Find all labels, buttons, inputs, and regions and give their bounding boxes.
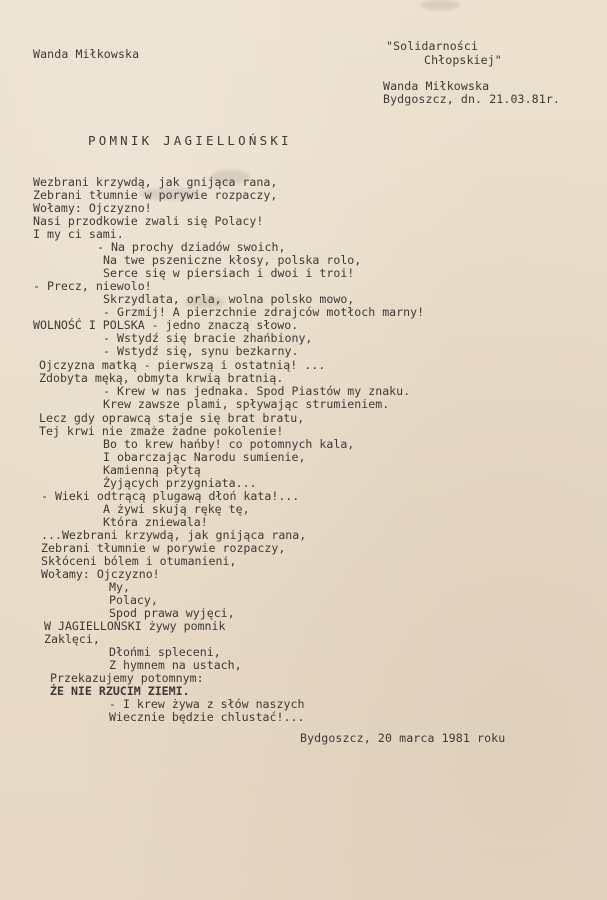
- poem-line: - Wstydź się bracie zhańbiony,: [103, 331, 313, 345]
- poem-line: Wiecznie będzie chlustać!...: [109, 710, 305, 724]
- header-place-date: Bydgoszcz, dn. 21.03.81r.: [383, 92, 561, 106]
- poem-line: Skrzydlata, orla, wolna polsko mowo,: [103, 292, 355, 306]
- poem-line: Zebrani tłumnie w porywie rozpaczy,: [33, 188, 278, 202]
- poem-line: Tej krwi nie zmaże żadne pokolenie!: [39, 424, 284, 438]
- poem-line: Lecz gdy oprawcą staje się brat bratu,: [39, 411, 305, 425]
- poem-line: - Precz, niewolo!: [33, 279, 152, 293]
- poem-line: - I krew żywa z słów naszych: [109, 697, 305, 711]
- poem-line: Zdobyta męką, obmyta krwią bratnią.: [39, 371, 284, 385]
- publication-name-line2: Chłopskiej": [424, 53, 502, 67]
- poem-line: Dłońmi spleceni,: [109, 645, 221, 659]
- ink-smudge: [420, 0, 460, 10]
- poem-line: I obarczając Narodu sumienie,: [103, 450, 306, 464]
- publication-name-line1: "Solidarności: [386, 39, 479, 53]
- poem-line: - Wieki odtrącą plugawą dłoń kata!...: [41, 489, 300, 503]
- poem-line: Wołamy: Ojczyzno!: [41, 567, 160, 581]
- poem-line: Skłóceni bólem i otumanieni,: [41, 554, 237, 568]
- poem-line: Zebrani tłumnie w porywie rozpaczy,: [41, 541, 286, 555]
- poem-line: Przekazujemy potomnym:: [50, 671, 204, 685]
- poem-line: My,: [109, 580, 130, 594]
- poem-line: Krew zawsze plami, spływając strumieniem.: [103, 397, 390, 411]
- footer-place-date: Bydgoszcz, 20 marca 1981 roku: [300, 731, 506, 745]
- poem-line: Zaklęci,: [44, 632, 100, 646]
- poem-line: Polacy,: [109, 593, 158, 607]
- poem-line: Ojczyzna matką - pierwszą i ostatnią! ...: [39, 358, 326, 372]
- poem-title: POMNIK JAGIELLOŃSKI: [88, 133, 292, 148]
- poem-line: Która zniewala!: [103, 515, 208, 529]
- poem-line: Z hymnem na ustach,: [109, 658, 242, 672]
- poem-line: Wołamy: Ojczyzno!: [33, 201, 152, 215]
- poem-line: Serce się w piersiach i dwoi i troi!: [103, 266, 355, 280]
- poem-line: - Na prochy dziadów swoich,: [97, 240, 286, 254]
- poem-line: Na twe pszeniczne kłosy, polska rolo,: [103, 253, 362, 267]
- poem-line: Żyjących przygniata...: [103, 476, 257, 490]
- poem-line: I my ci sami.: [33, 227, 124, 241]
- poem-line: Kamienną płytą: [103, 463, 201, 477]
- poem-line: - Wstydź się, synu bezkarny.: [103, 344, 299, 358]
- poem-line: Spod prawa wyjęci,: [109, 606, 235, 620]
- poem-line: Nasi przodkowie zwali się Polacy!: [33, 214, 264, 228]
- poem-line: - Grzmij! A pierzchnie zdrajców motłoch marny!: [103, 305, 425, 319]
- poem-line: Bo to krew hańby! co potomnych kala,: [103, 437, 355, 451]
- poem-line: A żywi skują rękę tę,: [103, 502, 250, 516]
- author-name-left: Wanda Miłkowska: [33, 47, 140, 61]
- poem-line: - Krew w nas jednaka. Spod Piastów my znaku.: [103, 384, 411, 398]
- poem-line: WOLNOŚĆ I POLSKA - jedno znaczą słowo.: [33, 318, 299, 332]
- poem-line: ...Wezbrani krzywdą, jak gnijąca rana,: [41, 528, 307, 542]
- poem-line: Wezbrani krzywdą, jak gnijąca rana,: [33, 175, 278, 189]
- poem-line: W JAGIELLOŃSKI żywy pomnik: [44, 619, 226, 633]
- author-name-right: Wanda Miłkowska: [383, 79, 490, 93]
- poem-line: ŻE NIE RZUCIM ZIEMI.: [50, 684, 190, 698]
